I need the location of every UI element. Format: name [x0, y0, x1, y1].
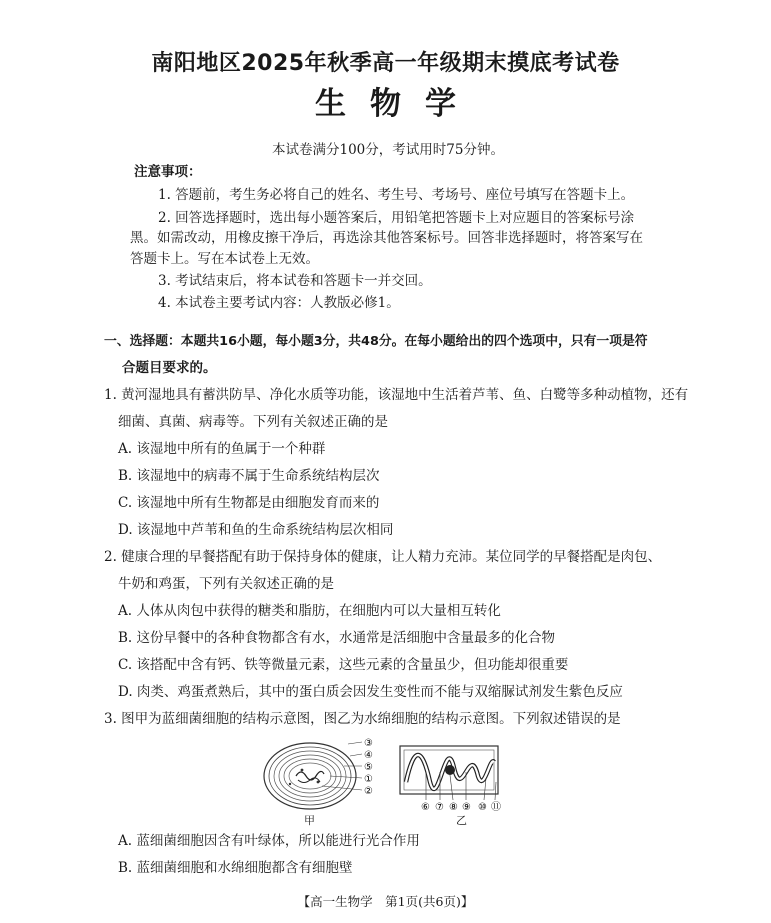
spirogyra-figure — [396, 742, 506, 814]
caption-yi: 乙 — [456, 814, 467, 827]
page-footer: 【高一生物学 第1页(共6页)】 — [297, 894, 474, 909]
label-7: ⑦ — [435, 802, 444, 813]
q2-option-a: A. 人体从肉包中获得的糖类和脂肪，在细胞内可以大量相互转化 — [118, 603, 501, 619]
notice-line-1: 1. 答题前，考生务必将自己的姓名、考生号、考场号、座位号填写在答题卡上。 — [158, 187, 635, 203]
notice-line-3: 黑。如需改动，用橡皮擦干净后，再选涂其他答案标号。回答非选择题时，将答案写在 — [130, 230, 643, 246]
q2-stem-line-2: 牛奶和鸡蛋，下列有关叙述正确的是 — [118, 576, 334, 592]
q3-stem: 3. 图甲为蓝细菌细胞的结构示意图，图乙为水绵细胞的结构示意图。下列叙述错误的是 — [104, 711, 621, 727]
section-heading-line-1: 一、选择题：本题共16小题，每小题3分，共48分。在每小题给出的四个选项中，只有一项是符 — [104, 334, 648, 349]
q2-option-d: D. 肉类、鸡蛋煮熟后，其中的蛋白质会因发生变性而不能与双缩脲试剂发生紫色反应 — [118, 684, 623, 700]
label-2: ② — [364, 786, 373, 797]
label-3: ③ — [364, 738, 373, 749]
cyanobacteria-figure — [262, 734, 387, 814]
label-10: ⑩ — [478, 802, 487, 813]
q2-stem-line-1: 2. 健康合理的早餐搭配有助于保持身体的健康，让人精力充沛。某位同学的早餐搭配是肉包、 — [104, 549, 662, 565]
label-9: ⑨ — [462, 802, 471, 813]
q2-option-c: C. 该搭配中含有钙、铁等微量元素，这些元素的含量虽少，但功能却很重要 — [118, 657, 569, 673]
notice-heading: 注意事项： — [134, 164, 202, 180]
label-8: ⑧ — [449, 802, 458, 813]
q1-option-a: A. 该湿地中所有的鱼属于一个种群 — [118, 441, 326, 457]
section-heading-line-2: 合题目要求的。 — [122, 360, 217, 376]
notice-line-2: 2. 回答选择题时，选出每小题答案后，用铅笔把答题卡上对应题目的答案标号涂 — [158, 210, 635, 226]
label-4: ④ — [364, 750, 373, 761]
exam-info: 本试卷满分100分，考试用时75分钟。 — [272, 142, 504, 158]
caption-jia: 甲 — [304, 814, 315, 827]
q2-option-b: B. 这份早餐中的各种食物都含有水，水通常是活细胞中含量最多的化合物 — [118, 630, 556, 646]
q1-option-d: D. 该湿地中芦苇和鱼的生命系统结构层次相同 — [118, 522, 394, 538]
q1-option-b: B. 该湿地中的病毒不属于生命系统结构层次 — [118, 468, 380, 484]
q1-stem-line-2: 细菌、真菌、病毒等。下列有关叙述正确的是 — [118, 414, 388, 430]
notice-line-6: 4. 本试卷主要考试内容：人教版必修1。 — [158, 295, 400, 311]
q1-option-c: C. 该湿地中所有生物都是由细胞发育而来的 — [118, 495, 380, 511]
label-5: ⑤ — [364, 762, 373, 773]
notice-line-4: 答题卡上。写在本试卷上无效。 — [130, 251, 319, 267]
label-1: ① — [364, 774, 373, 785]
subject-title: 生物学 — [315, 86, 480, 122]
label-6: ⑥ — [421, 802, 430, 813]
q1-stem-line-1: 1. 黄河湿地具有蓄洪防旱、净化水质等功能，该湿地中生活着芦苇、鱼、白鹭等多种动植物，还有 — [104, 387, 689, 403]
label-11: ⑪ — [491, 802, 501, 813]
exam-title: 南阳地区2025年秋季高一年级期末摸底考试卷 — [151, 51, 620, 76]
notice-line-5: 3. 考试结束后，将本试卷和答题卡一并交回。 — [158, 273, 432, 289]
q3-option-a: A. 蓝细菌细胞因含有叶绿体，所以能进行光合作用 — [118, 833, 420, 849]
q3-option-b: B. 蓝细菌细胞和水绵细胞都含有细胞壁 — [118, 860, 353, 876]
